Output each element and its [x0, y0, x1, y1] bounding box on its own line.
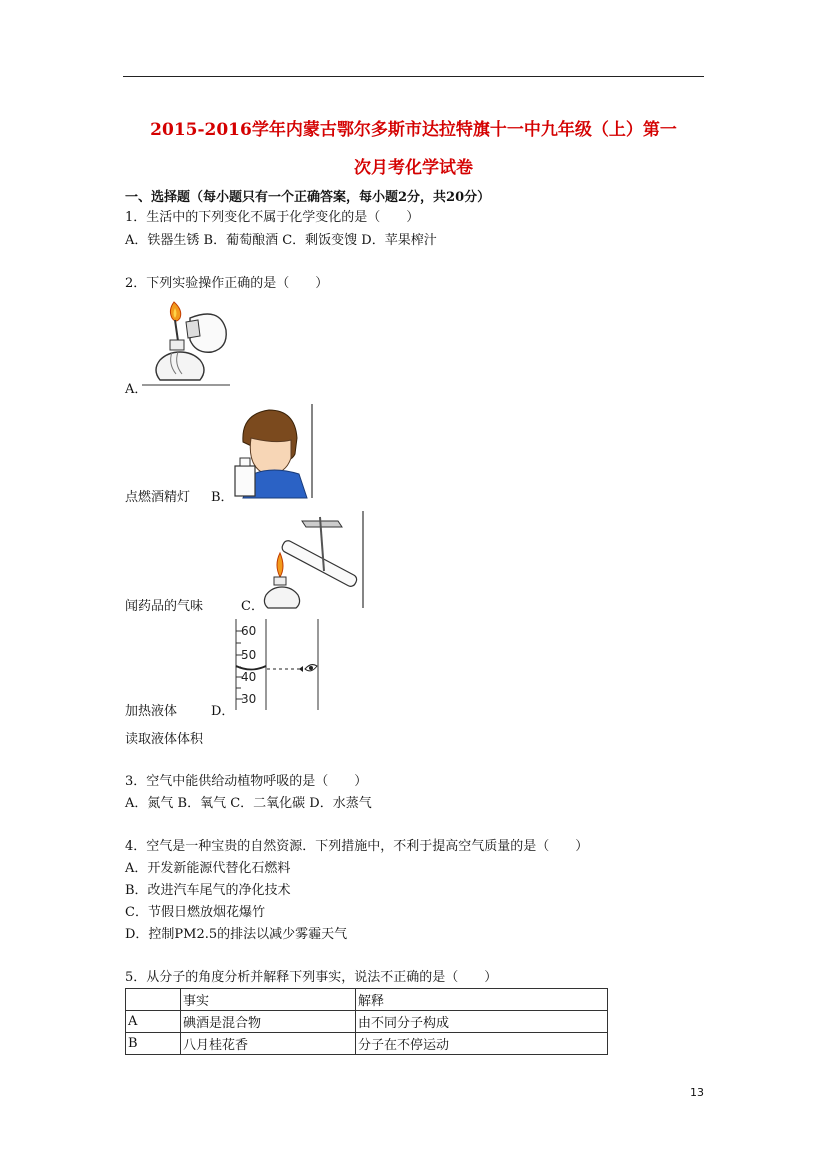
- q2-option-a-caption: 点燃酒精灯: [125, 490, 191, 505]
- q2-option-d-caption: 读取液体体积: [125, 732, 204, 747]
- scale-label-40: 40: [241, 670, 257, 684]
- q3-stem: 3．空气中能供给动植物呼吸的是（ ）: [125, 774, 368, 789]
- q4-option-d: D．控制PM2.5的排法以减少雾霾天气: [125, 927, 348, 942]
- section-heading: 一、选择题（每小题只有一个正确答案，每小题2分，共20分）: [125, 190, 491, 205]
- q2-option-b-caption: 闻药品的气味: [125, 599, 204, 614]
- table-row: [126, 1033, 608, 1055]
- q2-option-b-letter: B．: [211, 490, 234, 505]
- q2-option-d-letter: D．: [211, 704, 235, 719]
- q2-stem: 2．下列实验操作正确的是（ ）: [125, 276, 329, 291]
- q2-option-a-letter: A．: [125, 382, 148, 397]
- q1-options: A．铁器生锈 B．葡萄酿酒 C．剩饭变馊 D．苹果榨汁: [125, 233, 437, 248]
- alcohol-lamp-figure: [142, 296, 230, 386]
- table-header-row: [126, 989, 608, 1011]
- header-rule: [123, 76, 704, 77]
- q4-option-a: A．开发新能源代替化石燃料: [125, 861, 291, 876]
- q2-option-c-letter: C．: [241, 599, 264, 614]
- table-row: [126, 1011, 608, 1033]
- q1-stem: 1．生活中的下列变化不属于化学变化的是（ ）: [125, 210, 420, 225]
- doc-title-line2: 次月考化学试卷: [354, 158, 473, 178]
- q5-table: [125, 988, 608, 1055]
- table-cell: B: [126, 1033, 181, 1055]
- scale-label-50: 50: [241, 648, 257, 662]
- smell-chemical-figure: [233, 404, 314, 499]
- heating-liquid-figure: [262, 511, 365, 609]
- table-header-cell: [126, 989, 181, 1011]
- q4-option-c: C．节假日燃放烟花爆竹: [125, 905, 265, 920]
- q4-stem: 4．空气是一种宝贵的自然资源．下列措施中，不利于提高空气质量的是（ ）: [125, 839, 589, 854]
- table-header-cell: 解释: [356, 989, 608, 1011]
- table-cell: A: [126, 1011, 181, 1033]
- doc-title-line1: 2015-2016学年内蒙古鄂尔多斯市达拉特旗十一中九年级（上）第一: [150, 120, 677, 140]
- scale-label-60: 60: [241, 624, 257, 638]
- q3-options: A．氮气 B．氧气 C．二氧化碳 D．水蒸气: [125, 796, 372, 811]
- table-cell: 碘酒是混合物: [181, 1011, 356, 1033]
- q5-stem: 5．从分子的角度分析并解释下列事实，说法不正确的是（ ）: [125, 970, 498, 985]
- page-number: 13: [690, 1086, 704, 1099]
- scale-label-30: 30: [241, 692, 257, 706]
- q4-option-b: B．改进汽车尾气的净化技术: [125, 883, 291, 898]
- table-header-cell: 事实: [181, 989, 356, 1011]
- table-cell: 八月桂花香: [181, 1033, 356, 1055]
- table-cell: 分子在不停运动: [356, 1033, 608, 1055]
- q2-option-c-caption: 加热液体: [125, 704, 178, 719]
- graduated-cylinder-figure: [233, 619, 320, 711]
- table-cell: 由不同分子构成: [356, 1011, 608, 1033]
